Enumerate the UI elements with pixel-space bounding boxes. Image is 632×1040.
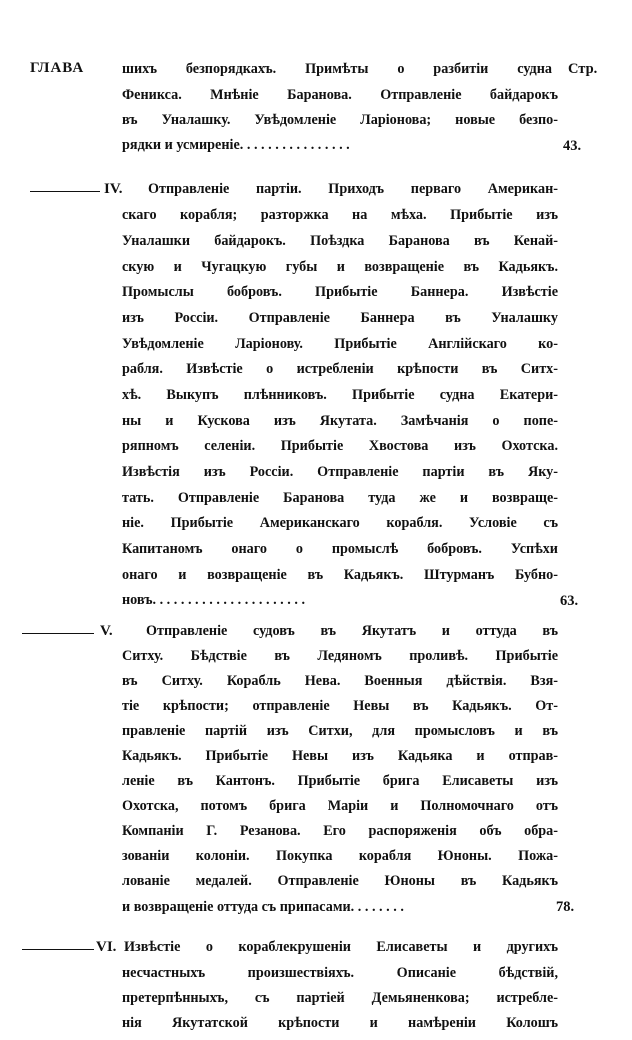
toc-line: Отправленіе судовъ въ Якутатъ и оттуда въ: [146, 624, 558, 639]
toc-line: Кадьякъ. Прибытіе Невы изъ Кадьяка и отправ-: [122, 749, 558, 764]
toc-line: изъ Россіи. Отправленіе Баннера въ Уналашку: [122, 311, 558, 326]
toc-line: скаго корабля; разторжка на мѣха. Прибытіе изъ: [122, 208, 558, 223]
toc-line: ніе. Прибытіе Американскаго корабля. Условіе съ: [122, 516, 558, 531]
toc-line: рабля. Извѣстіе о истребленіи крѣпости въ Ситх-: [122, 362, 558, 377]
toc-line: скую и Чугацкую губы и возвращеніе въ Кадьякъ.: [122, 260, 558, 275]
toc-line: ряпномъ селеніи. Прибытіе Хвостова изъ Охотска.: [122, 439, 558, 454]
toc-line: лованіе медалей. Отправленіе Юноны въ Кадьякъ: [122, 874, 558, 889]
toc-line: правленіе партій изъ Ситхи, для промысловъ и въ: [122, 724, 558, 739]
toc-line: зованіи колоніи. Покупка корабля Юноны. Пожа-: [122, 849, 558, 864]
toc-line: претерпѣнныхъ, съ партіей Демьяненкова; истребле-: [122, 991, 558, 1006]
toc-line: новъ. . . . . . . . . . . . . . . . . . . . . .: [122, 593, 306, 608]
toc-line: шихъ безпорядкахъ. Примѣты о разбитіи судна: [122, 62, 552, 77]
section-number: VI.: [96, 939, 117, 955]
toc-line: Отправленіе партіи. Приходъ перваго Американ-: [148, 182, 558, 197]
toc-line: тать. Отправленіе Баранова туда же и возвраще-: [122, 491, 558, 506]
toc-line: Увѣдомленіе Ларіонову. Прибытіе Англійскаго ко-: [122, 337, 558, 352]
toc-line: онаго и возвращеніе въ Кадьякъ. Штурманъ Бубно-: [122, 568, 558, 583]
section-number: V.: [100, 623, 113, 639]
toc-line: Капитаномъ онаго о промыслѣ бобровъ. Успѣхи: [122, 542, 558, 557]
page-number: 78.: [556, 899, 575, 915]
toc-line: Ситху. Бѣдствіе въ Ледяномъ проливѣ. Прибытіе: [122, 649, 558, 664]
toc-line: леніе въ Кантонъ. Прибытіе брига Елисаветы изъ: [122, 774, 558, 789]
toc-line: въ Уналашку. Увѣдомленіе Ларіонова; новые безпо-: [122, 113, 558, 128]
toc-line: нія Якутатской крѣпости и намѣреніи Колошъ: [122, 1016, 558, 1031]
page-header-note: Стр.: [568, 61, 598, 77]
page-number: 63.: [560, 593, 579, 609]
page-number: 43.: [563, 138, 582, 154]
toc-line: Уналашки байдарокъ. Поѣздка Баранова въ Кенай-: [122, 234, 558, 249]
dash-rule: [22, 949, 94, 950]
toc-line: Извѣстіе о кораблекрушеніи Елисаветы и другихъ: [124, 940, 558, 955]
section-number: IV.: [104, 181, 123, 197]
dash-rule: [30, 191, 100, 192]
toc-line: хѣ. Выкупъ плѣнниковъ. Прибытіе судна Екатери-: [122, 388, 558, 403]
toc-line: несчастныхъ произшествіяхъ. Описаніе бѣдствій,: [122, 966, 558, 981]
chapter-label: ГЛАВА: [30, 60, 85, 76]
toc-line: Извѣстія изъ Россіи. Отправленіе партіи въ Яку-: [122, 465, 558, 480]
toc-line: и возвращеніе оттуда съ припасами. . . . . . . .: [122, 900, 404, 915]
toc-line: тіе крѣпости; отправленіе Невы въ Кадьякъ. От-: [122, 699, 558, 714]
dash-rule: [22, 633, 94, 634]
toc-line: Охотска, потомъ брига Маріи и Полномочнаго отъ: [122, 799, 558, 814]
toc-line: Компаніи Г. Резанова. Его распоряженія объ обра-: [122, 824, 558, 839]
toc-line: Промыслы бобровъ. Прибытіе Баннера. Извѣстіе: [122, 285, 558, 300]
toc-line: рядки и усмиреніе. . . . . . . . . . . . . . . .: [122, 138, 350, 153]
toc-line: въ Ситху. Корабль Нева. Военныя дѣйствія. Взя-: [122, 674, 558, 689]
toc-line: ны и Кускова изъ Якутата. Замѣчанія о попе-: [122, 414, 558, 429]
toc-line: Феникса. Мнѣніе Баранова. Отправленіе байдарокъ: [122, 88, 558, 103]
